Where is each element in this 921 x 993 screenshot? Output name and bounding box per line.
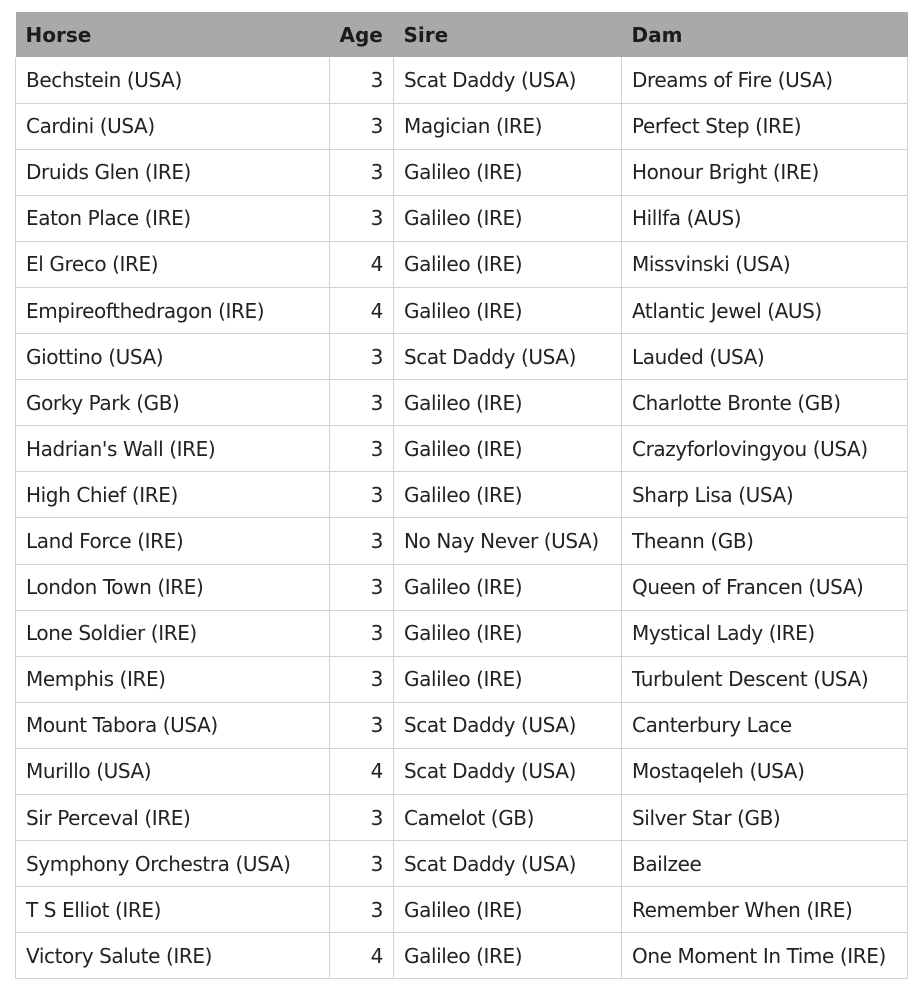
cell-age: 3 [330, 564, 394, 610]
cell-dam: Lauded (USA) [622, 334, 908, 380]
cell-sire: Galileo (IRE) [394, 887, 622, 933]
cell-horse: Cardini (USA) [16, 103, 330, 149]
cell-horse: Empireofthedragon (IRE) [16, 287, 330, 333]
header-age: Age [339, 22, 383, 47]
table-row [16, 795, 908, 841]
table-row [16, 933, 908, 979]
cell-age: 3 [330, 57, 394, 103]
table-row [16, 103, 908, 149]
cell-dam: One Moment In Time (IRE) [622, 933, 908, 979]
cell-dam: Turbulent Descent (USA) [622, 656, 908, 702]
header-horse: Horse [25, 22, 92, 47]
table-header [16, 12, 908, 57]
cell-horse: Murillo (USA) [16, 748, 330, 794]
cell-age: 4 [330, 933, 394, 979]
cell-horse: Druids Glen (IRE) [16, 149, 330, 195]
cell-dam: Canterbury Lace [622, 702, 908, 748]
cell-horse: Lone Soldier (IRE) [16, 610, 330, 656]
cell-age: 3 [330, 656, 394, 702]
cell-age: 4 [330, 287, 394, 333]
cell-dam: Perfect Step (IRE) [622, 103, 908, 149]
cell-dam: Theann (GB) [622, 518, 908, 564]
table-row [16, 702, 908, 748]
cell-horse: London Town (IRE) [16, 564, 330, 610]
cell-horse: Sir Perceval (IRE) [16, 795, 330, 841]
cell-age: 3 [330, 610, 394, 656]
table-row [16, 287, 908, 333]
cell-sire: Galileo (IRE) [394, 287, 622, 333]
cell-age: 3 [330, 426, 394, 472]
table-row [16, 195, 908, 241]
cell-horse: Bechstein (USA) [16, 57, 330, 103]
table-row [16, 841, 908, 887]
cell-dam: Mystical Lady (IRE) [622, 610, 908, 656]
cell-horse: Gorky Park (GB) [16, 380, 330, 426]
cell-dam: Remember When (IRE) [622, 887, 908, 933]
cell-dam: Honour Bright (IRE) [622, 149, 908, 195]
cell-age: 3 [330, 795, 394, 841]
cell-sire: Galileo (IRE) [394, 426, 622, 472]
cell-horse: Hadrian's Wall (IRE) [16, 426, 330, 472]
cell-horse: Eaton Place (IRE) [16, 195, 330, 241]
cell-age: 3 [330, 702, 394, 748]
cell-horse: Land Force (IRE) [16, 518, 330, 564]
header-sire: Sire [403, 22, 449, 47]
cell-horse: Victory Salute (IRE) [16, 933, 330, 979]
table-row [16, 380, 908, 426]
header-dam: Dam [631, 22, 683, 47]
horse-table [15, 12, 908, 979]
cell-sire: Scat Daddy (USA) [394, 702, 622, 748]
cell-horse: Symphony Orchestra (USA) [16, 841, 330, 887]
cell-age: 3 [330, 472, 394, 518]
cell-sire: Galileo (IRE) [394, 149, 622, 195]
cell-dam: Atlantic Jewel (AUS) [622, 287, 908, 333]
table-row [16, 610, 908, 656]
cell-horse: Memphis (IRE) [16, 656, 330, 702]
table-row [16, 656, 908, 702]
table-row [16, 149, 908, 195]
cell-sire: Galileo (IRE) [394, 241, 622, 287]
cell-sire: Galileo (IRE) [394, 933, 622, 979]
cell-dam: Missvinski (USA) [622, 241, 908, 287]
cell-sire: Scat Daddy (USA) [394, 334, 622, 380]
table-row [16, 472, 908, 518]
cell-sire: Galileo (IRE) [394, 195, 622, 241]
cell-sire: Galileo (IRE) [394, 656, 622, 702]
cell-sire: Magician (IRE) [394, 103, 622, 149]
table-row [16, 887, 908, 933]
cell-dam: Mostaqeleh (USA) [622, 748, 908, 794]
cell-sire: Camelot (GB) [394, 795, 622, 841]
cell-age: 3 [330, 841, 394, 887]
cell-sire: Galileo (IRE) [394, 472, 622, 518]
cell-sire: No Nay Never (USA) [394, 518, 622, 564]
cell-dam: Dreams of Fire (USA) [622, 57, 908, 103]
cell-dam: Queen of Francen (USA) [622, 564, 908, 610]
cell-dam: Hillfa (AUS) [622, 195, 908, 241]
cell-horse: Giottino (USA) [16, 334, 330, 380]
table-row [16, 518, 908, 564]
cell-age: 3 [330, 149, 394, 195]
table-body [16, 57, 908, 979]
cell-dam: Bailzee [622, 841, 908, 887]
cell-age: 4 [330, 241, 394, 287]
cell-dam: Silver Star (GB) [622, 795, 908, 841]
cell-dam: Sharp Lisa (USA) [622, 472, 908, 518]
cell-age: 3 [330, 103, 394, 149]
cell-dam: Charlotte Bronte (GB) [622, 380, 908, 426]
table-row [16, 426, 908, 472]
cell-sire: Galileo (IRE) [394, 564, 622, 610]
cell-age: 3 [330, 380, 394, 426]
cell-sire: Scat Daddy (USA) [394, 57, 622, 103]
cell-horse: El Greco (IRE) [16, 241, 330, 287]
cell-sire: Scat Daddy (USA) [394, 841, 622, 887]
table-row [16, 241, 908, 287]
cell-horse: T S Elliot (IRE) [16, 887, 330, 933]
cell-horse: High Chief (IRE) [16, 472, 330, 518]
cell-age: 3 [330, 518, 394, 564]
table-row [16, 57, 908, 103]
table-row [16, 564, 908, 610]
cell-sire: Galileo (IRE) [394, 610, 622, 656]
cell-age: 3 [330, 887, 394, 933]
horse-table-container [15, 12, 907, 979]
table-row [16, 334, 908, 380]
cell-dam: Crazyforlovingyou (USA) [622, 426, 908, 472]
cell-horse: Mount Tabora (USA) [16, 702, 330, 748]
table-row [16, 748, 908, 794]
cell-sire: Scat Daddy (USA) [394, 748, 622, 794]
header-row [16, 12, 908, 57]
cell-age: 3 [330, 195, 394, 241]
cell-age: 3 [330, 334, 394, 380]
cell-sire: Galileo (IRE) [394, 380, 622, 426]
cell-age: 4 [330, 748, 394, 794]
